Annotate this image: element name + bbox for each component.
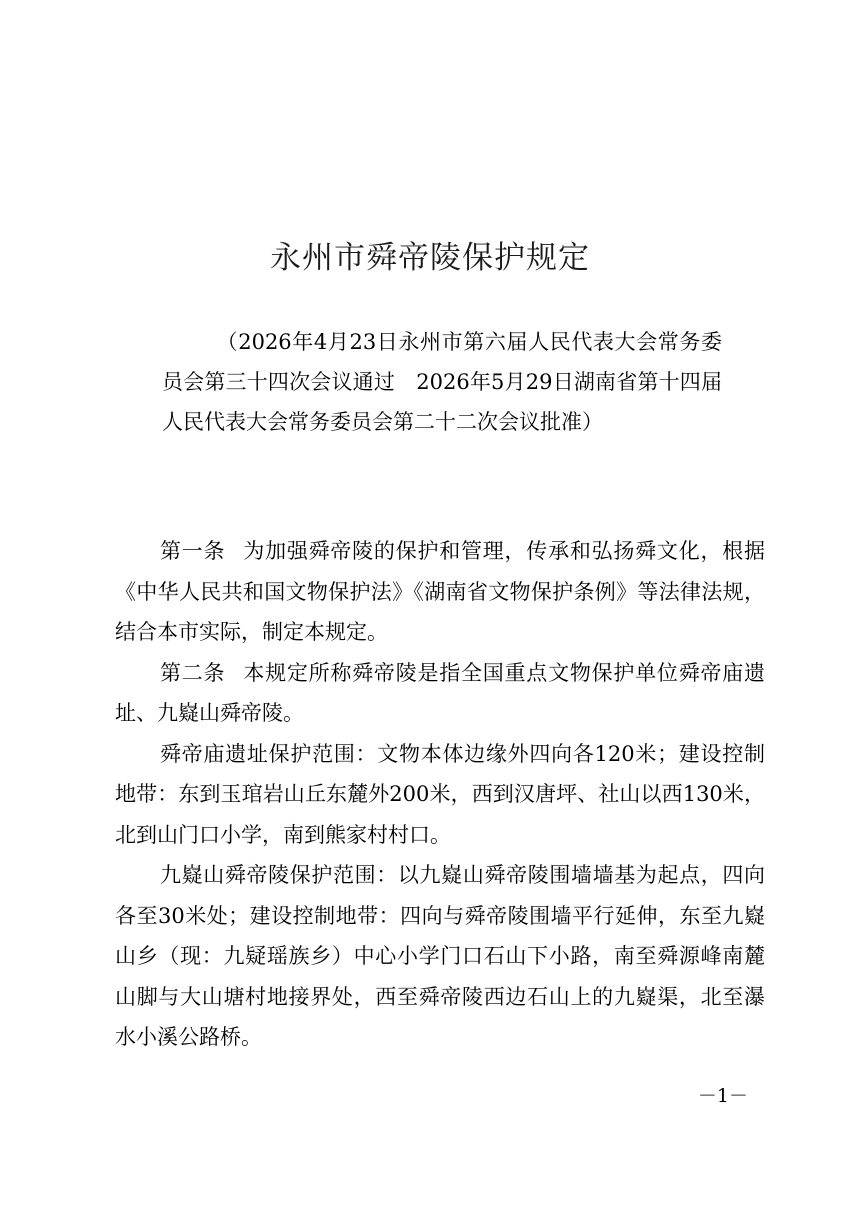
article-1 (115, 531, 765, 653)
article-1-label: 第一条 (160, 539, 226, 563)
adoption-note (162, 322, 722, 442)
adoption-note-text: （2026年4月23日永州市第六届人民代表大会常务委员会第三十四次会议通过 2026年5月29日湖南省第十四届人民代表大会常务委员会第二十二次会议批准） (162, 330, 722, 434)
article-2-label: 第二条 (160, 660, 226, 685)
article-2-clause-2 (115, 855, 765, 1058)
document-title: 永州市舜帝陵保护规定 (270, 240, 590, 276)
article-2 (115, 653, 765, 734)
clause-2-text: 九嶷山舜帝陵保护范围：以九嶷山舜帝陵围墙墙基为起点，四向各至30米处；建设控制地带：四向与舜帝陵围墙平行延伸，东至九嶷山乡（现：九疑瑶族乡）中心小学门口石山下小路，南至舜源峰南麓山脚与大山塘村地接界处，西至舜帝陵西边石山上的九嶷渠，北至瀑水小溪公路桥。 (115, 863, 765, 1049)
article-2-clause-1 (115, 734, 765, 856)
article-2-text: 本规定所称舜帝陵是指全国重点文物保护单位舜帝庙遗址、九嶷山舜帝陵。 (115, 660, 766, 725)
page-number: －1－ (697, 1085, 748, 1107)
document-body (115, 531, 765, 1058)
article-1-text: 为加强舜帝陵的保护和管理，传承和弘扬舜文化，根据《中华人民共和国文物保护法》《湖南省文物保护条例》等法律法规，结合本市实际，制定本规定。 (115, 539, 766, 644)
clause-1-text: 舜帝庙遗址保护范围：文物本体边缘外四向各120米；建设控制地带：东到玉琯岩山丘东麓外200米，西到汉唐坪、社山以西130米，北到山门口小学，南到熊家村村口。 (115, 741, 765, 847)
